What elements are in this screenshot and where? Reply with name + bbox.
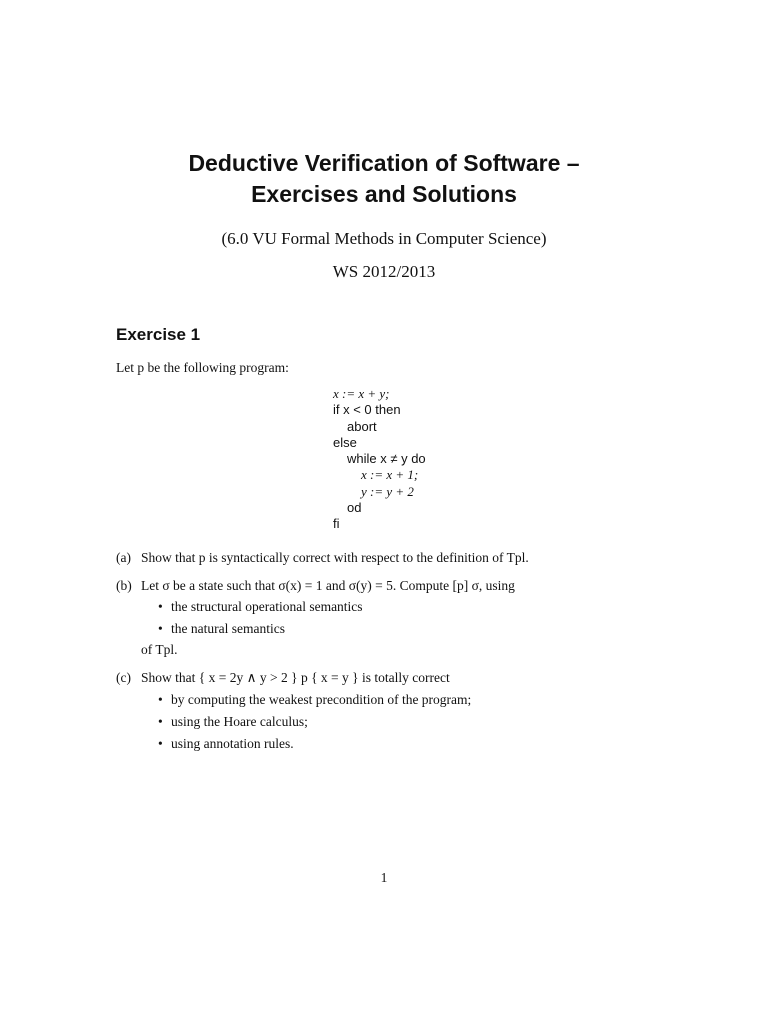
bullet-icon: • — [158, 621, 163, 636]
program-line-4: else — [333, 434, 357, 450]
item-a — [116, 550, 529, 566]
program-listing — [333, 386, 426, 533]
program-line-8: od — [347, 500, 362, 516]
program-line-1: x := x + y; — [333, 386, 390, 401]
bullet-icon: • — [158, 599, 163, 614]
term-info: WS 2012/2013 — [332, 262, 436, 281]
item-c-label: (c) — [116, 670, 131, 685]
document-title — [0, 148, 768, 210]
bullet-text: by computing the weakest precondition of the program; — [171, 692, 472, 707]
item-c-bullet-2 — [158, 714, 308, 730]
program-line-9: fi — [333, 516, 340, 532]
item-b-label: (b) — [116, 578, 132, 593]
bullet-text: the structural operational semantics — [171, 599, 363, 614]
bullet-icon: • — [158, 736, 163, 751]
bullet-icon: • — [158, 714, 163, 729]
bullet-text: using the Hoare calculus; — [171, 714, 308, 729]
exercise-heading: Exercise 1 — [116, 325, 201, 344]
item-a-text: Show that p is syntactically correct with respect to the definition of Tpl. — [141, 550, 529, 565]
program-line-2: if x < 0 then — [333, 402, 401, 418]
title-line-2: Exercises and Solutions — [251, 181, 517, 207]
item-b-tail: of Tpl. — [141, 642, 178, 657]
item-c-bullet-1 — [158, 692, 471, 708]
item-c — [116, 670, 450, 686]
item-c-text: Show that { x = 2y ∧ y > 2 } p { x = y } is totally correct — [141, 670, 450, 685]
bullet-text: using annotation rules. — [171, 736, 294, 751]
item-b — [116, 578, 515, 594]
program-line-7: y := y + 2 — [361, 483, 414, 499]
title-line-1: Deductive Verification of Software – — [188, 150, 580, 176]
item-a-label: (a) — [116, 550, 131, 565]
program-line-5: while x ≠ y do — [347, 451, 426, 467]
program-line-3: abort — [347, 418, 377, 434]
bullet-text: the natural semantics — [171, 621, 285, 636]
course-info: (6.0 VU Formal Methods in Computer Science) — [221, 229, 547, 248]
program-line-6: x := x + 1; — [361, 467, 419, 483]
item-b-text: Let σ be a state such that σ(x) = 1 and σ(y) = 5. Compute [p] σ, using — [141, 578, 515, 593]
item-b-bullet-1 — [158, 599, 363, 615]
exercise-intro: Let p be the following program: — [116, 360, 289, 375]
page-number: 1 — [380, 870, 388, 885]
item-c-bullet-3 — [158, 736, 294, 752]
bullet-icon: • — [158, 692, 163, 707]
item-b-bullet-2 — [158, 621, 285, 637]
